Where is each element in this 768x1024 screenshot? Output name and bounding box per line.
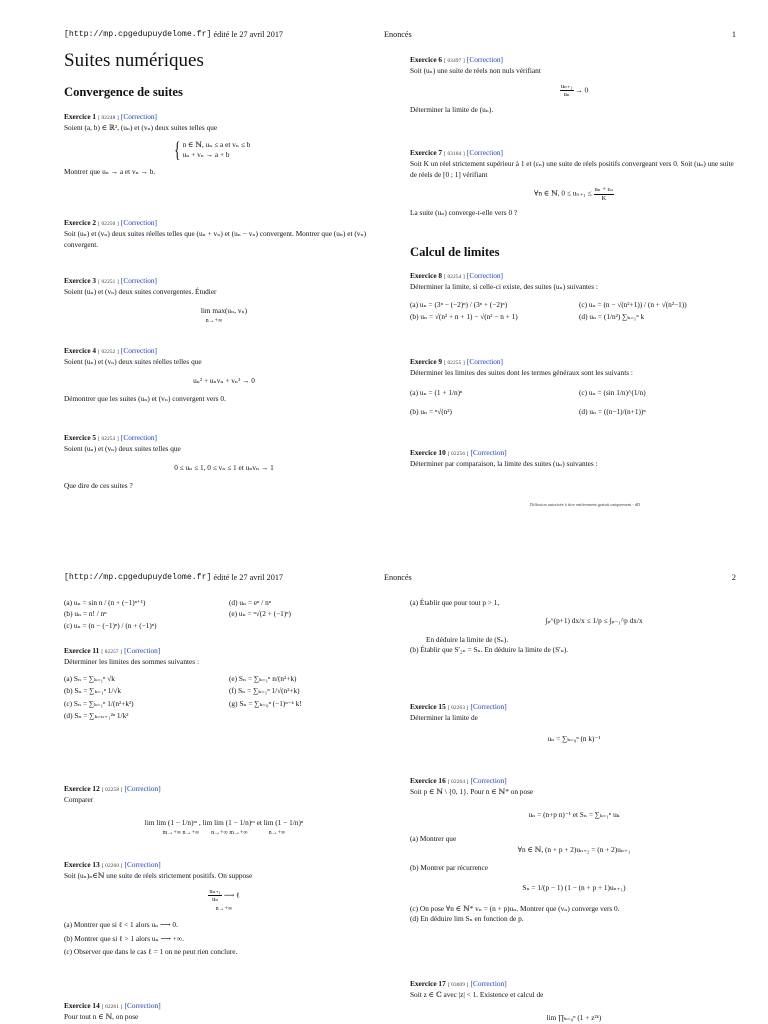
section-title: Convergence de suites [64, 85, 183, 99]
list-item: (d) Sₙ = ∑ₖ₌ₙ₊₁²ⁿ 1/k² [64, 711, 129, 721]
correction-link[interactable]: [Correction] [124, 784, 161, 793]
exercise-13 [64, 860, 384, 957]
section-title: Calcul de limites [410, 245, 500, 259]
exercise-title: Exercice 16 [410, 776, 446, 785]
correction-link[interactable]: [Correction] [466, 357, 503, 366]
equation: ∀n ∈ ℕ, (n + p + 2)uₙ₊₂ = (n + 2)uₙ₊₁ [517, 844, 631, 854]
equation-tail: ⟶ ℓ [223, 890, 240, 900]
list-item: (a) Montrer que [410, 834, 457, 844]
list-item: (b) uₙ = n! / nⁿ [64, 609, 107, 619]
exercise-question: Démontrer que les suites (uₙ) et (vₙ) convergent vers 0. [64, 394, 226, 404]
list-item: (c) Sₙ = ∑ₖ₌₁ⁿ 1/(n²+k²) [64, 698, 134, 708]
exercise-text: Soit (uₙ) une suite de réels non nuls vérifiant [410, 66, 541, 76]
exercise-title: Exercice 15 [410, 702, 446, 711]
correction-link[interactable]: [Correction] [470, 702, 507, 711]
list-item: (f) Sₙ = ∑ₖ₌₁ⁿ 1/√(n²+k) [229, 686, 300, 696]
equation: 0 ≤ uₙ ≤ 1, 0 ≤ vₙ ≤ 1 et uₙvₙ → 1 [174, 462, 274, 472]
item-list [410, 388, 738, 418]
exercise-title: Exercice 17 [410, 979, 446, 988]
exercise-10 [410, 448, 738, 470]
list-item: (e) Sₙ = ∑ₖ₌₁ⁿ n/(n²+k) [229, 673, 297, 683]
list-item: (a) Montrer que si ℓ < 1 alors uₙ ⟶ 0. [64, 920, 178, 930]
exercise-8 [410, 271, 738, 323]
list-item: (c) uₙ = (n − (−1)ⁿ) / (n + (−1)ⁿ) [64, 620, 157, 630]
exercise-text: Soient (uₙ) et (vₙ) deux suites réelles telles que [64, 357, 202, 367]
exercise-text: Comparer [64, 795, 94, 805]
denominator: uₙ [563, 91, 570, 99]
exercise-11 [64, 646, 384, 721]
exercise-question: Déterminer la limite de (uₙ). [410, 104, 494, 114]
equation-tail: → 0 [575, 85, 589, 95]
exercise-code: [ 02255 ] [444, 360, 465, 366]
list-item: (b) uₙ = ⁿ√(n²) [410, 407, 452, 417]
exercise-5 [64, 433, 384, 492]
page-header [64, 573, 736, 582]
exercise-2 [64, 218, 384, 250]
exercise-text: Soient (uₙ) et (vₙ) deux suites telles que [64, 444, 181, 454]
exercise-code: [ 02257 ] [101, 649, 123, 655]
brace-symbol: { [174, 137, 181, 163]
exercise-code: [ 03184 ] [444, 151, 465, 157]
exercise-code: [ 02263 ] [447, 705, 469, 711]
denominator: K [601, 194, 607, 202]
header-date: édité le 27 avril 2017 [213, 573, 284, 582]
equation [64, 888, 384, 914]
exercise-14 [64, 1001, 384, 1023]
numerator: uₙ₊₁ [209, 887, 222, 895]
correction-link[interactable]: [Correction] [120, 346, 157, 355]
page-title: Suites numériques [64, 50, 204, 71]
equation-lhs: ∀n ∈ ℕ, 0 ≤ uₙ₊₁ ≤ [533, 188, 592, 198]
fraction [560, 83, 574, 99]
exercise-6 [410, 55, 738, 115]
list-item: (b) Montrer par récurrence [410, 863, 488, 873]
exercise-title: Exercice 7 [410, 148, 443, 157]
exercise-question: Montrer que uₙ → a et vₙ → b. [64, 166, 156, 176]
exercise-12 [64, 784, 384, 839]
exercise-code: [ 03497 ] [444, 58, 465, 64]
exercise-text: Déterminer les limites des sommes suivantes : [64, 657, 199, 667]
exercise-code: [ 02251 ] [98, 279, 119, 285]
exercise-title: Exercice 11 [64, 646, 100, 655]
equation: uₙ² + uₙvₙ + vₙ² → 0 [193, 375, 255, 385]
correction-link[interactable]: [Correction] [470, 776, 507, 785]
list-item: (a) uₙ = sin n / (n + (−1)ⁿ⁺¹) [64, 598, 146, 607]
exercise-16 [410, 776, 738, 925]
exercise-title: Exercice 13 [64, 860, 100, 869]
document-page-2 [0, 570, 768, 1024]
equation-subscript: m→+∞ n→+∞ n→+∞ m→+∞ n→+∞ [162, 830, 286, 837]
header-center: Enoncés [384, 30, 412, 39]
exercise-code: [ 02258 ] [101, 787, 123, 793]
exercise-title: Exercice 6 [410, 55, 443, 64]
list-item: (b) uₙ = √(n² + n + 1) − √(n² − n + 1) [410, 312, 518, 322]
exercise-code: [ 02260 ] [101, 863, 123, 869]
list-item-text: En déduire la limite de (Sₙ). [426, 634, 509, 644]
correction-link[interactable]: [Correction] [466, 148, 503, 157]
exercise-7 [410, 148, 738, 219]
equation [410, 186, 738, 202]
correction-link[interactable]: [Correction] [470, 448, 507, 457]
exercise-title: Exercice 9 [410, 357, 443, 366]
header-url[interactable]: [http://mp.cpgedupuydelome.fr] [64, 30, 212, 39]
exercise-1 [64, 112, 384, 177]
exercise-text: Soit (uₙ)ₙ∈ℕ une suite de réels strictement positifs. On suppose [64, 871, 253, 881]
list-item: (a) Sₙ = ∑ₖ₌₁ⁿ √k [64, 673, 115, 683]
exercise-15 [410, 702, 738, 744]
list-item: (c) On pose ∀n ∈ ℕ* vₙ = (n + p)uₙ. Montrer que (vₙ) converge vers 0. [410, 903, 620, 913]
equation-subscript: n→+∞ [205, 318, 223, 325]
equation: lim max(uₙ, vₙ) [200, 305, 248, 315]
denominator: uₙ [212, 896, 219, 904]
exercise-3 [64, 276, 384, 327]
equation: ∫ₚ^(p+1) dx/x ≤ 1/p ≤ ∫ₚ₋₁^p dx/x [545, 616, 643, 626]
list-item: (d) uₙ = eⁿ / nⁿ [229, 598, 272, 607]
list-item: (d) uₙ = (1/n²) ∑ₖ₌₁ⁿ k [579, 312, 645, 322]
exercise-title: Exercice 4 [64, 346, 97, 355]
correction-link[interactable]: [Correction] [120, 276, 157, 285]
list-item: (c) Observer que dans le cas ℓ = 1 on ne peut rien conclure. [64, 947, 238, 957]
equation [410, 83, 738, 99]
exercise-9 [410, 357, 738, 418]
page-gap [0, 522, 768, 570]
equation: lim lim (1 − 1/n)ᵐ , lim lim (1 − 1/n)ᵐ et lim (1 − 1/n)ⁿ [144, 817, 304, 827]
numerator: uₙ₊₁ [560, 82, 573, 90]
exercise-14-continued [410, 598, 738, 656]
correction-link[interactable]: [Correction] [124, 646, 161, 655]
equation-system [172, 137, 384, 163]
list-item: (c) uₙ = (n − √(n²+1)) / (n + √(n²−1)) [579, 299, 687, 309]
equation: uₙ = (n+p n)⁻¹ et Sₙ = ∑ₖ₌₁ⁿ uₖ [528, 809, 620, 819]
exercise-4 [64, 346, 384, 405]
exercise-title: Exercice 2 [64, 218, 97, 227]
exercise-title: Exercice 8 [410, 271, 443, 280]
header-url[interactable]: [http://mp.cpgedupuydelome.fr] [64, 573, 212, 582]
exercise-question: Que dire de ces suites ? [64, 481, 133, 491]
equation-subscript: n→+∞ [215, 905, 233, 912]
exercise-title: Exercice 10 [410, 448, 446, 457]
item-list [64, 598, 384, 631]
exercise-text: Pour tout n ∈ ℕ, on pose [64, 1012, 139, 1022]
exercise-title: Exercice 3 [64, 276, 97, 285]
exercise-title: Exercice 14 [64, 1001, 100, 1010]
correction-link[interactable]: [Correction] [124, 1001, 161, 1010]
exercise-code: [ 02253 ] [98, 436, 119, 442]
list-item: (b) Établir que S′₂ₙ = Sₙ. En déduire la limite de (S′ₙ). [410, 645, 569, 655]
fraction [208, 888, 222, 904]
correction-link[interactable]: [Correction] [466, 55, 503, 64]
exercise-17 [410, 979, 738, 1023]
numerator: uₙ + εₙ [594, 186, 614, 194]
exercise-code: [ 02250 ] [98, 221, 119, 227]
list-item: (d) uₙ = ((n−1)/(n+1))ⁿ [579, 407, 646, 417]
list-item: (b) Sₙ = ∑ₖ₌₁ⁿ 1/√k [64, 686, 122, 696]
exercise-code: [ 02256 ] [447, 451, 469, 457]
list-item: (a) uₙ = (3ⁿ − (−2)ⁿ) / (3ⁿ + (−2)ⁿ) [410, 299, 508, 309]
exercise-text: Soit z ∈ ℂ avec |z| < 1. Existence et calcul de [410, 990, 544, 1000]
correction-link[interactable]: [Correction] [120, 433, 157, 442]
exercise-text: Déterminer la limite, si celle-ci existe, des suites (uₙ) suivantes : [410, 282, 598, 292]
exercise-code: [ 02248 ] [98, 115, 119, 121]
fraction [594, 186, 615, 202]
list-item: (g) Sₙ = ∑ₖ₌₀ⁿ (−1)ⁿ⁻ᵏ k! [229, 698, 302, 708]
system-line-2: uₙ + vₙ → a + b [182, 150, 230, 160]
exercise-code: [ 02254 ] [444, 274, 465, 280]
page-number: 1 [731, 30, 736, 39]
header-date: édité le 27 avril 2017 [213, 30, 284, 39]
exercise-code: [ 03009 ] [447, 982, 469, 988]
exercise-question: La suite (uₙ) converge-t-elle vers 0 ? [410, 208, 518, 218]
list-item: (c) uₙ = (sin 1/n)^(1/n) [579, 387, 646, 397]
equation: lim ∏ₖ₌₀ⁿ (1 + z²ᵏ) [546, 1012, 602, 1022]
item-list [64, 674, 384, 722]
correction-link[interactable]: [Correction] [120, 112, 157, 121]
page-header [64, 30, 736, 39]
list-item: (e) uₙ = ⁿ√(2 + (−1)ⁿ) [229, 609, 291, 619]
exercise-text: Déterminer la limite de [410, 713, 478, 723]
exercise-title: Exercice 5 [64, 433, 97, 442]
exercise-text: Déterminer les limites des suites dont les termes généraux sont les suivants : [410, 368, 633, 378]
header-center: Enoncés [384, 573, 412, 582]
correction-link[interactable]: [Correction] [470, 979, 507, 988]
list-item: (a) uₙ = (1 + 1/n)ⁿ [410, 387, 463, 397]
correction-link[interactable]: [Correction] [120, 218, 157, 227]
item-list [410, 300, 738, 323]
correction-link[interactable]: [Correction] [124, 860, 161, 869]
exercise-code: [ 02252 ] [98, 349, 119, 355]
exercise-text: Soit (uₙ) et (vₙ) deux suites réelles telles que (uₙ + vₙ) et (uₙ − vₙ) convergent. Montrer que (uₙ) et (vₙ) convergent. [64, 229, 367, 249]
list-item: (d) En déduire lim Sₙ en fonction de p. [410, 914, 524, 924]
exercise-text: Soit p ∈ ℕ \ {0, 1}. Pour n ∈ ℕ* on pose [410, 787, 534, 797]
list-item: (a) Établir que pour tout p > 1, [410, 598, 500, 607]
exercise-code: [ 02264 ] [447, 779, 469, 785]
page-footer: Diffusion autorisée à titre entièrement gratuit uniquement - dD [530, 502, 641, 507]
exercise-title: Exercice 1 [64, 112, 97, 121]
exercise-text: Déterminer par comparaison, la limite des suites (uₙ) suivantes : [410, 459, 598, 469]
equation: uₙ = ∑ₖ₌₀ⁿ (n k)⁻¹ [547, 733, 601, 743]
list-item [229, 711, 384, 721]
exercise-text: Soit K un réel strictement supérieur à 1 et (εₙ) une suite de réels positifs convergeant vers 0. Soit (uₙ) une suite de réels de [0 ; 1] vérifiant [410, 159, 734, 179]
exercise-code: [ 02261 ] [101, 1004, 123, 1010]
page-number: 2 [731, 573, 736, 582]
exercise-text: Soient (a, b) ∈ ℝ², (uₙ) et (vₙ) deux suites telles que [64, 123, 218, 133]
list-item: (b) Montrer que si ℓ > 1 alors uₙ ⟶ +∞. [64, 933, 184, 943]
exercise-10-continued [64, 598, 384, 631]
correction-link[interactable]: [Correction] [466, 271, 503, 280]
exercise-title: Exercice 12 [64, 784, 100, 793]
list-item [229, 621, 384, 631]
exercise-text: Soient (uₙ) et (vₙ) deux suites convergentes. Étudier [64, 287, 217, 297]
system-line-1: n ∈ ℕ, uₙ ≤ a et vₙ ≤ b [182, 139, 251, 149]
equation: Sₙ = 1/(p − 1) (1 − (n + p + 1)uₙ₊₁) [522, 883, 626, 893]
